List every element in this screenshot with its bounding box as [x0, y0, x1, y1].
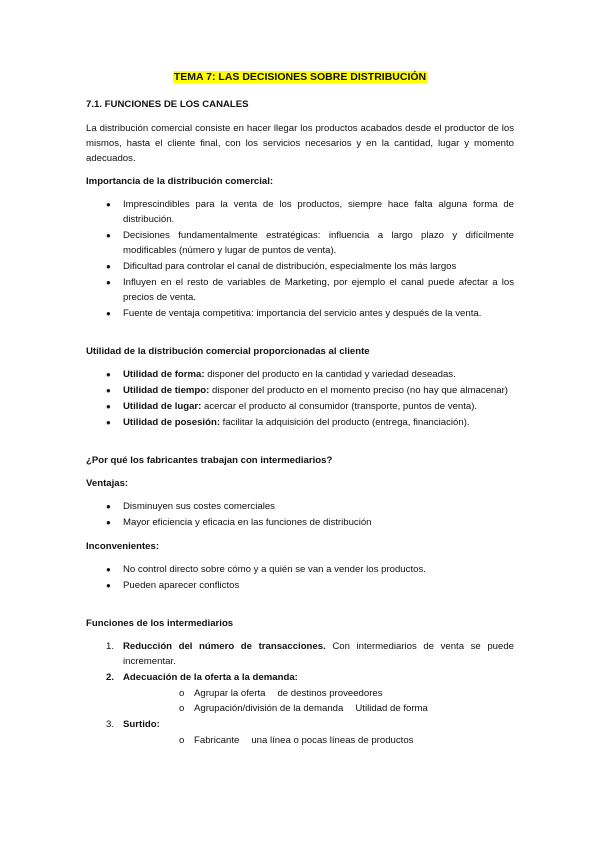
bullet-icon: ●: [106, 402, 111, 411]
utility-label: Utilidad de forma:: [123, 369, 205, 380]
list-item-text: Dificultad para controlar el canal de distribución, especialmente los más largos: [123, 261, 457, 272]
disadvantages-heading: Inconvenientes:: [86, 541, 160, 552]
list-number: 2.: [106, 672, 115, 683]
list-item: [86, 306, 514, 321]
circle-bullet-icon: o: [179, 703, 185, 714]
function-label: Reducción del número de transacciones.: [123, 641, 326, 652]
bullet-icon: ●: [106, 386, 111, 395]
importance-list: [86, 197, 514, 321]
sub-list-item: [123, 733, 514, 748]
list-item: [86, 399, 514, 414]
function-text: Con intermediarios de venta se puede incrementar.: [123, 641, 514, 667]
utility-label: Utilidad de tiempo:: [123, 385, 210, 396]
sub-item-text: Agrupación/división de la demanda: [194, 703, 344, 714]
spacer: [86, 531, 514, 539]
utility-text: acercar el producto al consumidor (transporte, puntos de venta).: [201, 401, 478, 412]
spacer: [86, 322, 514, 344]
intro-paragraph: La distribución comercial consiste en hacer llegar los productos acabados desde el productor de los mismos, hasta el cliente final, con los servicios necesarios y en la cantidad, lugar y momento adecuados.: [86, 123, 514, 164]
spacer: [86, 594, 514, 616]
list-item-text: Disminuyen sus costes comerciales: [123, 501, 275, 512]
spacer: [86, 431, 514, 453]
sub-item-result: de destinos proveedores: [277, 688, 383, 699]
disadvantages-list: [86, 562, 514, 593]
bullet-icon: ●: [106, 200, 111, 209]
list-item: [86, 415, 514, 430]
title-container: [86, 70, 514, 85]
bullet-icon: ●: [106, 370, 111, 379]
list-item: [86, 717, 514, 748]
bullet-icon: ●: [106, 565, 111, 574]
list-item: [86, 562, 514, 577]
bullet-icon: ●: [106, 502, 111, 511]
functions-heading: Funciones de los intermediarios: [86, 618, 234, 629]
list-item: [86, 639, 514, 669]
bullet-icon: ●: [106, 518, 111, 527]
sub-list: [123, 733, 514, 748]
list-item: [86, 670, 514, 716]
importance-heading: Importancia de la distribución comercial:: [86, 176, 274, 187]
list-item: [86, 228, 514, 258]
utility-list: [86, 367, 514, 430]
advantages-heading: Ventajas:: [86, 478, 129, 489]
list-item-text: No control directo sobre cómo y a quién se van a vender los productos.: [123, 564, 426, 575]
function-label: Adecuación de la oferta a la demanda:: [123, 672, 298, 683]
list-item-text: Imprescindibles para la venta de los productos, siempre hace falta alguna forma de distribución.: [123, 199, 514, 225]
list-item-text: Decisiones fundamentalmente estratégicas: influencia a largo plazo y difícilmente modificables (número y lugar de puntos de venta).: [123, 230, 514, 256]
list-item: [86, 197, 514, 227]
functions-list: [86, 639, 514, 748]
list-item: [86, 259, 514, 274]
sub-list-item: [123, 701, 514, 716]
document-title: TEMA 7: LAS DECISIONES SOBRE DISTRIBUCIÓN: [173, 71, 427, 83]
bullet-icon: ●: [106, 231, 111, 240]
utility-text: disponer del producto en el momento preciso (no hay que almacenar): [209, 385, 508, 396]
list-item-text: Mayor eficiencia y eficacia en las funciones de distribución: [123, 517, 372, 528]
utility-heading: Utilidad de la distribución comercial proporcionadas al cliente: [86, 346, 370, 357]
function-label: Surtido:: [123, 719, 160, 730]
bullet-icon: ●: [106, 278, 111, 287]
utility-text: disponer del producto en la cantidad y variedad deseadas.: [204, 369, 456, 380]
bullet-icon: ●: [106, 262, 111, 271]
advantages-list: [86, 499, 514, 530]
utility-label: Utilidad de posesión:: [123, 417, 221, 428]
sub-list: [123, 686, 514, 716]
list-item: [86, 578, 514, 593]
list-item: [86, 367, 514, 382]
bullet-icon: ●: [106, 309, 111, 318]
list-item: [86, 499, 514, 514]
circle-bullet-icon: o: [179, 688, 185, 699]
why-heading: ¿Por qué los fabricantes trabajan con intermediarios?: [86, 455, 333, 466]
list-item: [86, 383, 514, 398]
sub-list-item: [123, 686, 514, 701]
sub-item-text: Agrupar la oferta: [194, 688, 266, 699]
list-number: 3.: [106, 719, 115, 730]
list-item-text: Pueden aparecer conflictos: [123, 580, 240, 591]
list-item: [86, 515, 514, 530]
section-heading: 7.1. FUNCIONES DE LOS CANALES: [86, 99, 249, 110]
sub-item-result: una línea o pocas líneas de productos: [251, 735, 414, 746]
circle-bullet-icon: o: [179, 735, 185, 746]
bullet-icon: ●: [106, 581, 111, 590]
sub-item-result: Utilidad de forma: [355, 703, 428, 714]
list-item: [86, 275, 514, 305]
utility-label: Utilidad de lugar:: [123, 401, 202, 412]
list-number: 1.: [106, 641, 115, 652]
bullet-icon: ●: [106, 418, 111, 427]
list-item-text: Influyen en el resto de variables de Marketing, por ejemplo el canal puede afectar a los precios de venta.: [123, 277, 514, 303]
sub-item-text: Fabricante: [194, 735, 240, 746]
list-item-text: Fuente de ventaja competitiva: importancia del servicio antes y después de la venta.: [123, 308, 482, 319]
utility-text: facilitar la adquisición del producto (entrega, financiación).: [220, 417, 470, 428]
